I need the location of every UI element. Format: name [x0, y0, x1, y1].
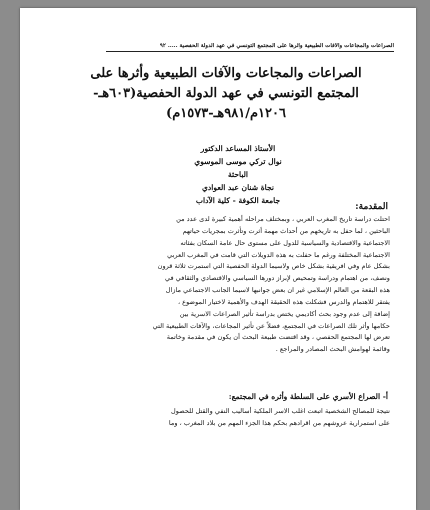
introduction-heading: المقدمة:: [355, 202, 388, 212]
researcher-name: نجاة شنان عبد العوادي: [201, 183, 275, 192]
article-title: [78, 64, 374, 124]
body-line: إضافة إلى عدم وجود بحث أكاديمي يختص بدراسة تأثير الصراعات الاسرية بين: [179, 309, 390, 318]
author-block: [170, 142, 306, 207]
title-line: الصراعات والمجاعات والآفات الطبيعية وأثرها على: [90, 66, 362, 81]
body-line: يفتقر للاهتمام والدرس فشكلت هذه الحقيقة الهدف والأهمية لاختيار الموضوع ،: [177, 297, 390, 306]
body-line: احتلت دراسة تاريخ المغرب العربي ، وبمختلف مراحله أهمية كبيرة لدى عدد من: [176, 215, 390, 223]
body-line: هذه البقعة من العالم الإسلامي غير ان بعض جوانبها لاسيما الجانب الاجتماعي مازال: [165, 286, 390, 295]
document-page: [20, 8, 416, 510]
researcher-label: الباحثة: [227, 170, 249, 179]
title-line: ١٢٠٦م/٩٨١هـ-١٥٧٣م): [166, 106, 286, 121]
title-line: المجتمع التونسي في عهد الدولة الحفصية(٦٠٣هـ-: [93, 86, 359, 101]
author-name: نوال تركي موسى الموسوي: [194, 157, 282, 166]
affiliation: جامعة الكوفة - كلية الآداب: [195, 196, 281, 205]
body-line: الاجتماعية والاقتصادية والسياسية للدول على مستوى حال عامة السكان بفئاته: [180, 238, 390, 247]
body-line: الاجتماعية المختلفة ورغم ما حفلت به هذه الدويلات التي قامت في المغرب العربي: [167, 250, 390, 259]
introduction-body: [104, 214, 390, 356]
author-rank: الأستاذ المساعد الدكتور: [200, 144, 276, 153]
section-heading: أ- الصراع الأسري على السلطة وأثره في المجتمع:: [228, 392, 388, 401]
body-line: ونصف، من اهتمام ودراسة وتمحيص لإبراز دورها السياسي والاقتصادي والثقافي في: [165, 274, 390, 283]
section-body: [104, 406, 390, 429]
body-line: تعرض لها المجتمع الحفصي ، وقد اقتضت طبيعة البحث أن يكون في مقدمة وخاتمة: [166, 333, 390, 342]
body-line: وقائمة لهوامش البحث المصادر والمراجع .: [275, 345, 390, 354]
body-line: حكامها وأثر تلك الصراعات في المجتمع، فضلاً عن تأثير المجاعات، والآفات الطبيعية التي: [152, 321, 390, 330]
running-header: الصراعات والمجاعات والآفات الطبيعية وأثرها على المجتمع التونسي في عهد الدولة الحفصية ..... ٩٢: [106, 43, 394, 52]
body-line: على استمرارية عروشهم من اقرادهم بحكم هذا الجزء المهم من بلاد المغرب ، وما: [168, 418, 390, 427]
body-line: الباحثين ، لما حفل به تاريخهم من أحداث مهمة أثرت وتأثرت بمجريات حياتهم: [182, 226, 390, 235]
body-line: نتيجة للمصالح الشخصية اتبعت اغلب الاسر الملكية أساليب النفي والقتل للحصول: [170, 407, 390, 415]
body-line: بشكل عام وفي افريقية بشكل خاص ولاسيما الدولة الحفصية التي استمرت ثلاثة قرون: [157, 262, 390, 271]
